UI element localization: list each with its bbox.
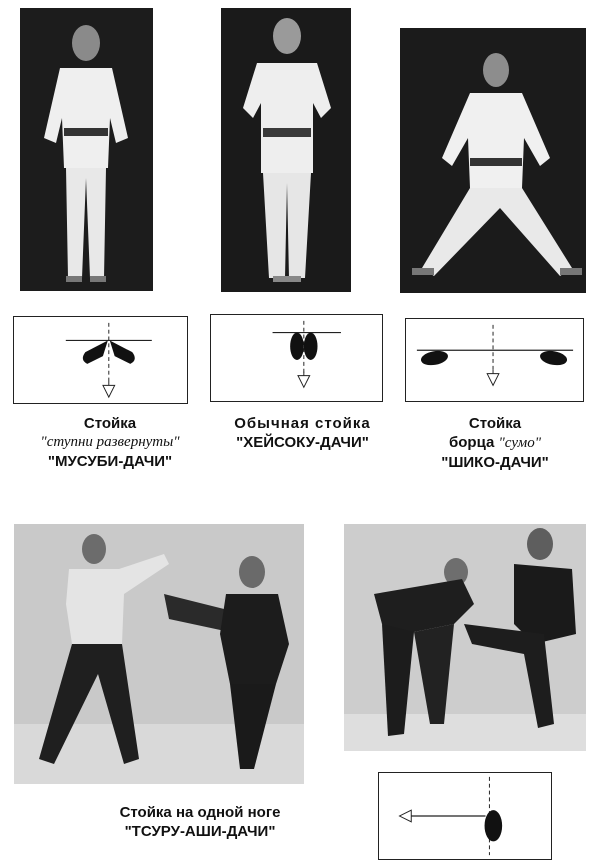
single-foot-icon bbox=[485, 810, 503, 841]
caption-tsuru-ashi-dachi: Стойка на одной ноге "ТСУРУ-АШИ-ДАЧИ" bbox=[119, 804, 281, 840]
photo-musubi-dachi bbox=[20, 8, 153, 291]
diagram-shiko-dachi bbox=[405, 318, 584, 402]
caption-shiko-dachi: Стойка борца "сумо" "ШИКО-ДАЧИ" bbox=[441, 415, 549, 471]
caption-musubi-dachi: Стойка "ступни развернуты" "МУСУБИ-ДАЧИ" bbox=[40, 415, 180, 470]
diagram-tsuru-ashi-dachi bbox=[378, 772, 552, 860]
caption-heisoku-dachi: Обычная стойка "ХЕЙСОКУ-ДАЧИ" bbox=[234, 415, 371, 451]
diagram-heisoku-dachi bbox=[210, 314, 383, 402]
photo-heisoku-dachi bbox=[221, 8, 351, 292]
feet-wide-icon bbox=[420, 349, 568, 367]
photo-shiko-dachi bbox=[400, 28, 586, 293]
photo-throw-sparring bbox=[344, 524, 586, 751]
diagram-musubi-dachi bbox=[13, 316, 188, 404]
photo-kick-sparring bbox=[14, 524, 304, 784]
